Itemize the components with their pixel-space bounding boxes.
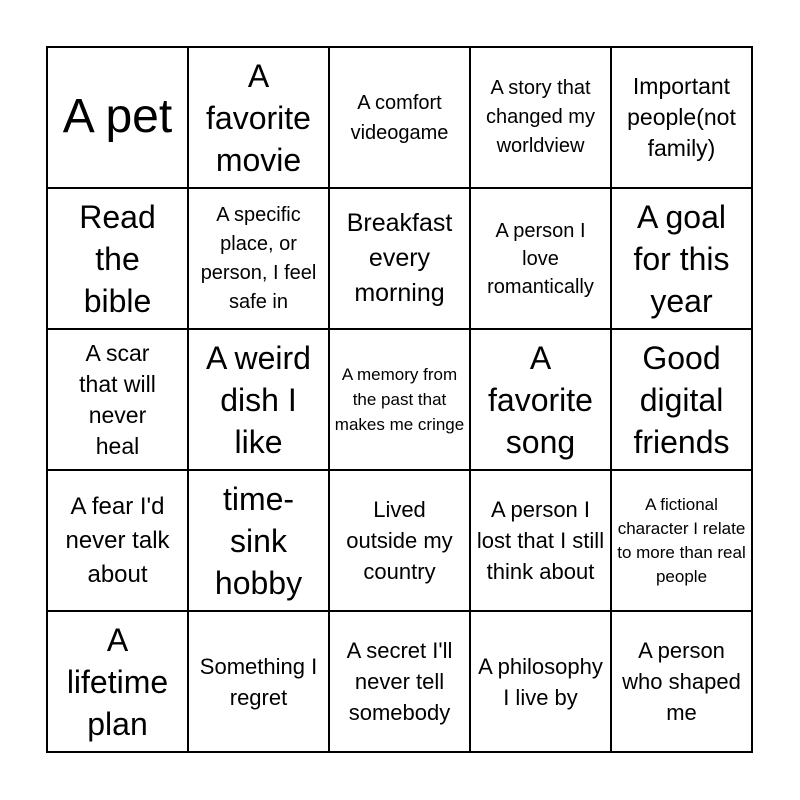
- cell-text: Breakfast every morning: [346, 209, 453, 307]
- cell-text: Good digital friends: [633, 339, 730, 460]
- bingo-cell[interactable]: [612, 330, 753, 471]
- bingo-cell[interactable]: [612, 612, 753, 753]
- cell-text: Important people(not family): [627, 73, 736, 161]
- cell-text: A story that changed my worldview: [486, 77, 595, 157]
- cell-text: A favorite movie: [206, 57, 311, 178]
- cell-text: A favorite song: [488, 339, 593, 460]
- cell-text: A person who shaped me: [622, 638, 741, 725]
- bingo-cell[interactable]: [48, 612, 189, 753]
- cell-text: A weird dish I like: [206, 339, 311, 460]
- bingo-cell[interactable]: [48, 471, 189, 612]
- bingo-cell[interactable]: [612, 189, 753, 330]
- bingo-cell[interactable]: [330, 471, 471, 612]
- bingo-cell[interactable]: [189, 189, 330, 330]
- bingo-cell[interactable]: [471, 48, 612, 189]
- bingo-cell[interactable]: [330, 189, 471, 330]
- bingo-cell[interactable]: [189, 612, 330, 753]
- cell-text: time-sink hobby: [214, 480, 303, 601]
- bingo-cell[interactable]: [48, 48, 189, 189]
- bingo-cell[interactable]: [612, 471, 753, 612]
- cell-text: A scar that will never heal: [79, 339, 156, 459]
- cell-text: A lifetime plan: [66, 621, 169, 742]
- cell-text: A fear I'd never talk about: [65, 492, 170, 588]
- cell-text: A comfort videogame: [350, 91, 449, 144]
- cell-text: A memory from the past that makes me cringe: [334, 365, 465, 434]
- cell-text: A philosophy I live by: [478, 653, 603, 710]
- bingo-cell[interactable]: [189, 330, 330, 471]
- bingo-cell[interactable]: [330, 48, 471, 189]
- bingo-cell[interactable]: [471, 330, 612, 471]
- bingo-cell[interactable]: [471, 612, 612, 753]
- bingo-cell[interactable]: [48, 189, 189, 330]
- bingo-cell[interactable]: [330, 612, 471, 753]
- bingo-cell[interactable]: [471, 471, 612, 612]
- cell-text: A specific place, or person, I feel safe in: [200, 203, 317, 313]
- cell-text: Something I regret: [199, 653, 318, 710]
- cell-text: Lived outside my country: [346, 497, 453, 584]
- bingo-board: [46, 46, 753, 753]
- bingo-cell[interactable]: [189, 48, 330, 189]
- bingo-cell[interactable]: [612, 48, 753, 189]
- cell-text: A pet: [62, 90, 173, 144]
- bingo-cell[interactable]: [48, 330, 189, 471]
- cell-text: Read the bible: [79, 198, 156, 319]
- cell-text: A secret I'll never tell somebody: [346, 638, 453, 725]
- bingo-cell[interactable]: [189, 471, 330, 612]
- bingo-cell[interactable]: [330, 330, 471, 471]
- cell-text: A goal for this year: [633, 198, 730, 319]
- cell-text: A person I love romantically: [487, 219, 594, 298]
- bingo-cell[interactable]: [471, 189, 612, 330]
- cell-text: A person I lost that I still think about: [476, 497, 605, 584]
- cell-text: A fictional character I relate to more than real people: [617, 494, 746, 586]
